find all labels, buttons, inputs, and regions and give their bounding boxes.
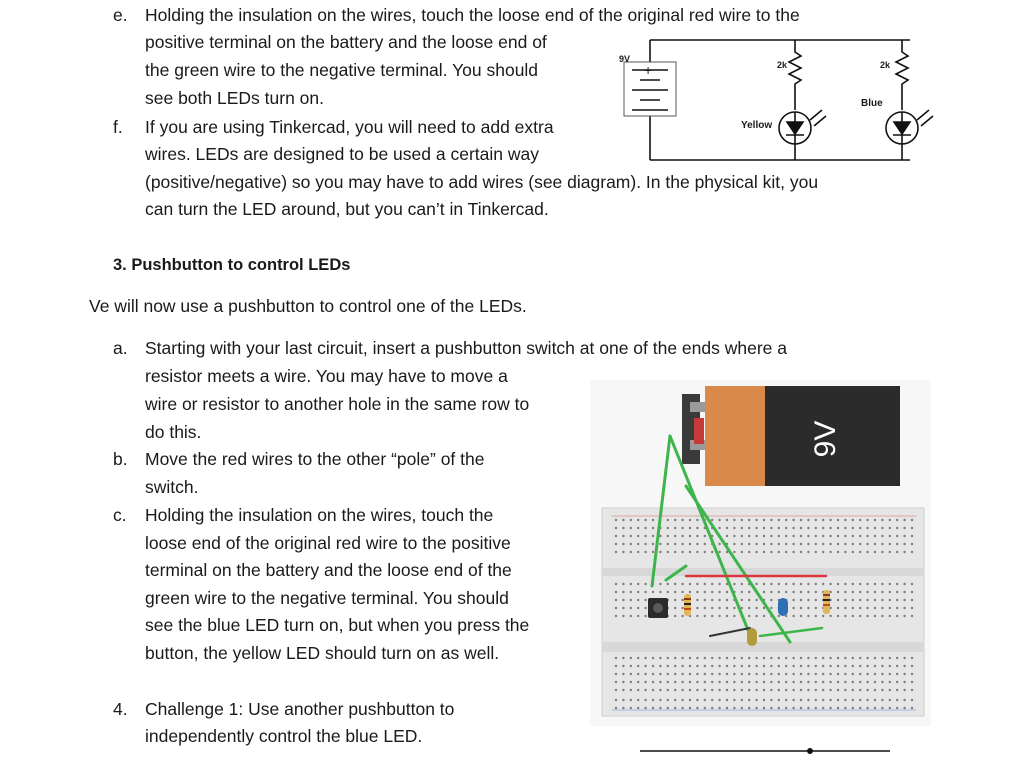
item-c-marker: c. xyxy=(113,505,127,525)
schematic-battery-label: 9V xyxy=(619,54,631,64)
item-c-line-2: loose end of the original red wire to the positive xyxy=(145,533,511,553)
next-figure-edge xyxy=(640,745,890,757)
schematic-led1-label: Yellow xyxy=(741,120,773,131)
schematic-resistor2-label: 2k xyxy=(880,60,891,70)
item-f-line-4: can turn the LED around, but you can’t in Tinkercad. xyxy=(145,199,549,219)
item-a-line-3: wire or resistor to another hole in the same row to xyxy=(145,394,530,414)
item-e-marker: e. xyxy=(113,5,128,25)
item-a-line-1: Starting with your last circuit, insert a pushbutton switch at one of the ends where a xyxy=(145,338,788,358)
item-b-marker: b. xyxy=(113,449,128,469)
section-3-heading: 3. Pushbutton to control LEDs xyxy=(113,256,351,274)
item-f-line-2: wires. LEDs are designed to be used a certain way xyxy=(145,144,539,164)
item-c-line-1: Holding the insulation on the wires, touch the xyxy=(145,505,494,525)
item-c-line-6: button, the yellow LED should turn on as well. xyxy=(145,643,500,663)
item-4-line-2: independently control the blue LED. xyxy=(145,726,423,746)
resistor-2 xyxy=(823,590,830,614)
item-e-line-1: Holding the insulation on the wires, touch the loose end of the original red wire to the xyxy=(145,5,800,25)
item-b-line-2: switch. xyxy=(145,477,199,497)
blue-led xyxy=(778,598,788,616)
item-b-line-1: Move the red wires to the other “pole” of the xyxy=(145,449,485,469)
breadboard-figure xyxy=(590,380,931,726)
item-e-line-3: the green wire to the negative terminal. You should xyxy=(145,60,539,80)
circuit-schematic xyxy=(610,36,940,166)
yellow-led xyxy=(747,628,757,646)
schematic-led2-label: Blue xyxy=(861,98,883,109)
schematic-resistor1-label: 2k xyxy=(777,60,788,70)
item-e-line-2: positive terminal on the battery and the loose end of xyxy=(145,32,547,52)
item-4-line-1: Challenge 1: Use another pushbutton to xyxy=(145,699,455,719)
item-c-line-4: green wire to the negative terminal. You should xyxy=(145,588,509,608)
battery-orange-band xyxy=(705,386,765,486)
item-f-marker: f. xyxy=(113,117,123,137)
item-e-line-4: see both LEDs turn on. xyxy=(145,88,324,108)
breadboard-battery-label: 9V xyxy=(809,420,842,458)
item-a-line-2: resistor meets a wire. You may have to move a xyxy=(145,366,508,386)
section-3-intro: Ve will now use a pushbutton to control one of the LEDs. xyxy=(89,296,527,316)
item-c-line-3: terminal on the battery and the loose end of the xyxy=(145,560,512,580)
item-f-line-1: If you are using Tinkercad, you will need to add extra xyxy=(145,117,554,137)
schematic-plus-sign: + xyxy=(644,62,653,78)
breadboard-illustration xyxy=(590,380,931,726)
item-a-line-4: do this. xyxy=(145,422,202,442)
item-4-marker: 4. xyxy=(113,699,128,719)
item-c-line-5: see the blue LED turn on, but when you press the xyxy=(145,615,530,635)
item-f-line-3: (positive/negative) so you may have to add wires (see diagram). In the physical kit, you xyxy=(145,172,819,192)
item-a-marker: a. xyxy=(113,338,128,358)
